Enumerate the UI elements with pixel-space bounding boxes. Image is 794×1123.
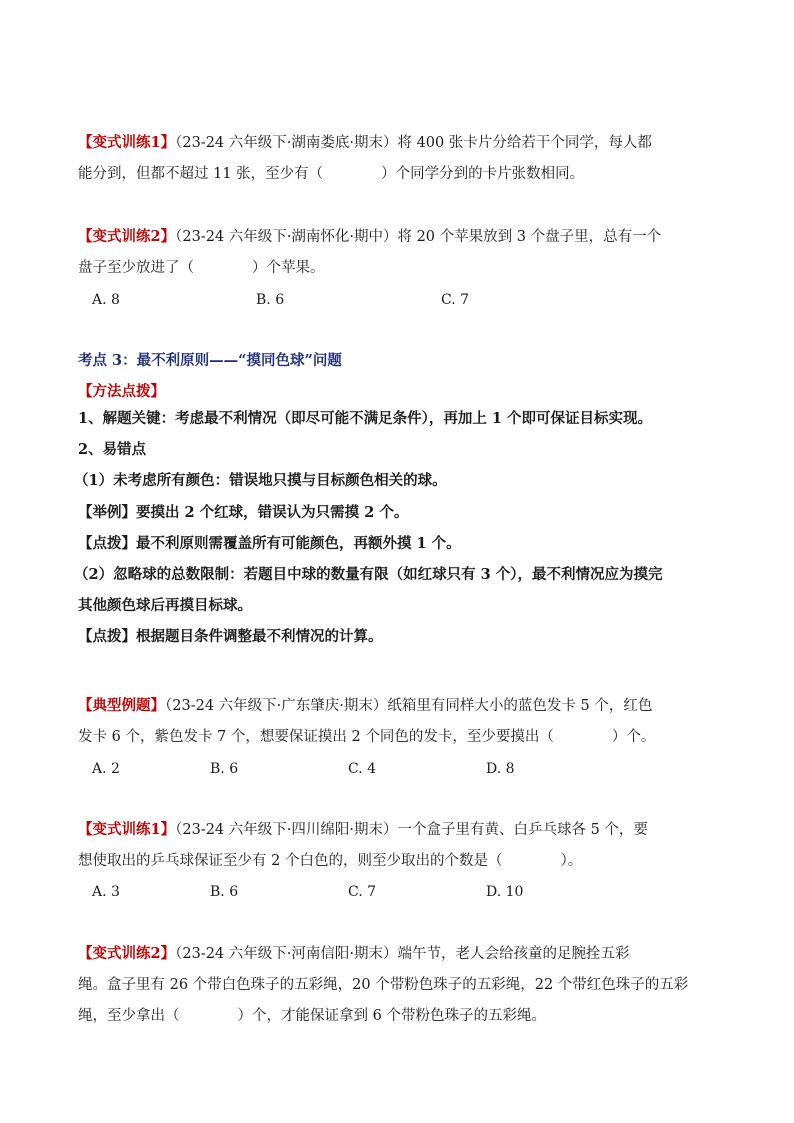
tip-text: 最不利原则需覆盖所有可能颜色，再额外摸 1 个。 — [136, 535, 461, 552]
option-b: B. 6 — [210, 884, 239, 900]
exercise-v2b-line1 — [78, 944, 728, 964]
method-point-2: 2、易错点 — [78, 441, 147, 458]
option-b: B. 6 — [256, 292, 285, 308]
method-tag: 【方法点拨】 — [78, 383, 165, 400]
option-c: C. 4 — [348, 761, 377, 777]
exercise-tag: 【变式训练2】 — [78, 945, 176, 962]
typical-example-line1 — [78, 696, 728, 716]
exercise-text: （23-24 六年级下·广东肇庆·期末）纸箱里有同样大小的蓝色发卡 5 个，红色 — [165, 698, 653, 714]
example-tag: 【举例】 — [78, 504, 136, 521]
exercise-v2a-line2: 盘子至少放进了（ ）个苹果。 — [78, 260, 325, 276]
exercise-tag: 【典型例题】 — [78, 697, 165, 714]
mistake-2-line1: （2）忽略球的总数限制：若题目中球的数量有限（如红球只有 3 个），最不利情况应为摸完 — [74, 566, 663, 583]
exercise-text: （23-24 六年级下·湖南怀化·期中）将 20 个苹果放到 3 个盘子里，总有一个 — [175, 229, 662, 245]
tip-line-2 — [78, 627, 728, 647]
exercise-text: （23-24 六年级下·四川绵阳·期末）一个盒子里有黄、白乒乓球各 5 个，要 — [175, 822, 648, 838]
exercise-v1b-line2: 想使取出的乒乓球保证至少有 2 个白色的，则至少取出的个数是（ ）。 — [78, 853, 583, 869]
option-a: A. 2 — [92, 761, 120, 777]
exercise-v1b-line1 — [78, 820, 728, 840]
option-d: D. 10 — [486, 884, 524, 900]
exercise-text: （23-24 六年级下·湖南娄底·期末）将 400 张卡片分给若干个同学，每人都 — [175, 135, 652, 151]
exercise-v2b-line2: 绳。盒子里有 26 个带白色珠子的五彩绳，20 个带粉色珠子的五彩绳，22 个带红色珠子的五彩 — [78, 977, 689, 993]
option-c: C. 7 — [348, 884, 377, 900]
mistake-1: （1）未考虑所有颜色：错误地只摸与目标颜色相关的球。 — [74, 472, 447, 489]
option-a: A. 3 — [92, 884, 120, 900]
exercise-tag: 【变式训练1】 — [78, 134, 176, 151]
typical-example-line2: 发卡 6 个，紫色发卡 7 个，想要保证摸出 2 个同色的发卡，至少要摸出（ ）个。 — [78, 729, 656, 745]
option-d: D. 8 — [486, 761, 515, 777]
option-a: A. 8 — [92, 292, 120, 308]
option-b: B. 6 — [210, 761, 239, 777]
exercise-v2b-line3: 绳，至少拿出（ ）个，才能保证拿到 6 个带粉色珠子的五彩绳。 — [78, 1008, 546, 1024]
tip-tag: 【点拨】 — [78, 535, 136, 552]
tip-tag: 【点拨】 — [78, 628, 136, 645]
mistake-2-line2: 其他颜色球后再摸目标球。 — [78, 597, 252, 614]
option-c: C. 7 — [441, 292, 470, 308]
example-text: 要摸出 2 个红球，错误认为只需摸 2 个。 — [136, 504, 409, 521]
exercise-text: （23-24 六年级下·河南信阳·期末）端午节，老人会给孩童的足腕拴五彩 — [175, 946, 630, 962]
tip-line-1 — [78, 534, 728, 554]
example-line — [78, 503, 728, 523]
exercise-v1a-line2: 能分到，但都不超过 11 张，至少有（ ）个同学分到的卡片张数相同。 — [78, 166, 585, 182]
exercise-tag: 【变式训练1】 — [78, 821, 176, 838]
method-point-1: 1、解题关键：考虑最不利情况（即尽可能不满足条件），再加上 1 个即可保证目标实现。 — [78, 410, 653, 427]
section-heading: 考点 3：最不利原则——“摸同色球”问题 — [78, 352, 342, 369]
exercise-tag: 【变式训练2】 — [78, 228, 176, 245]
exercise-v1a-line1 — [78, 133, 728, 153]
exercise-v2a-line1 — [78, 227, 728, 247]
tip-text: 根据题目条件调整最不利情况的计算。 — [136, 628, 383, 645]
